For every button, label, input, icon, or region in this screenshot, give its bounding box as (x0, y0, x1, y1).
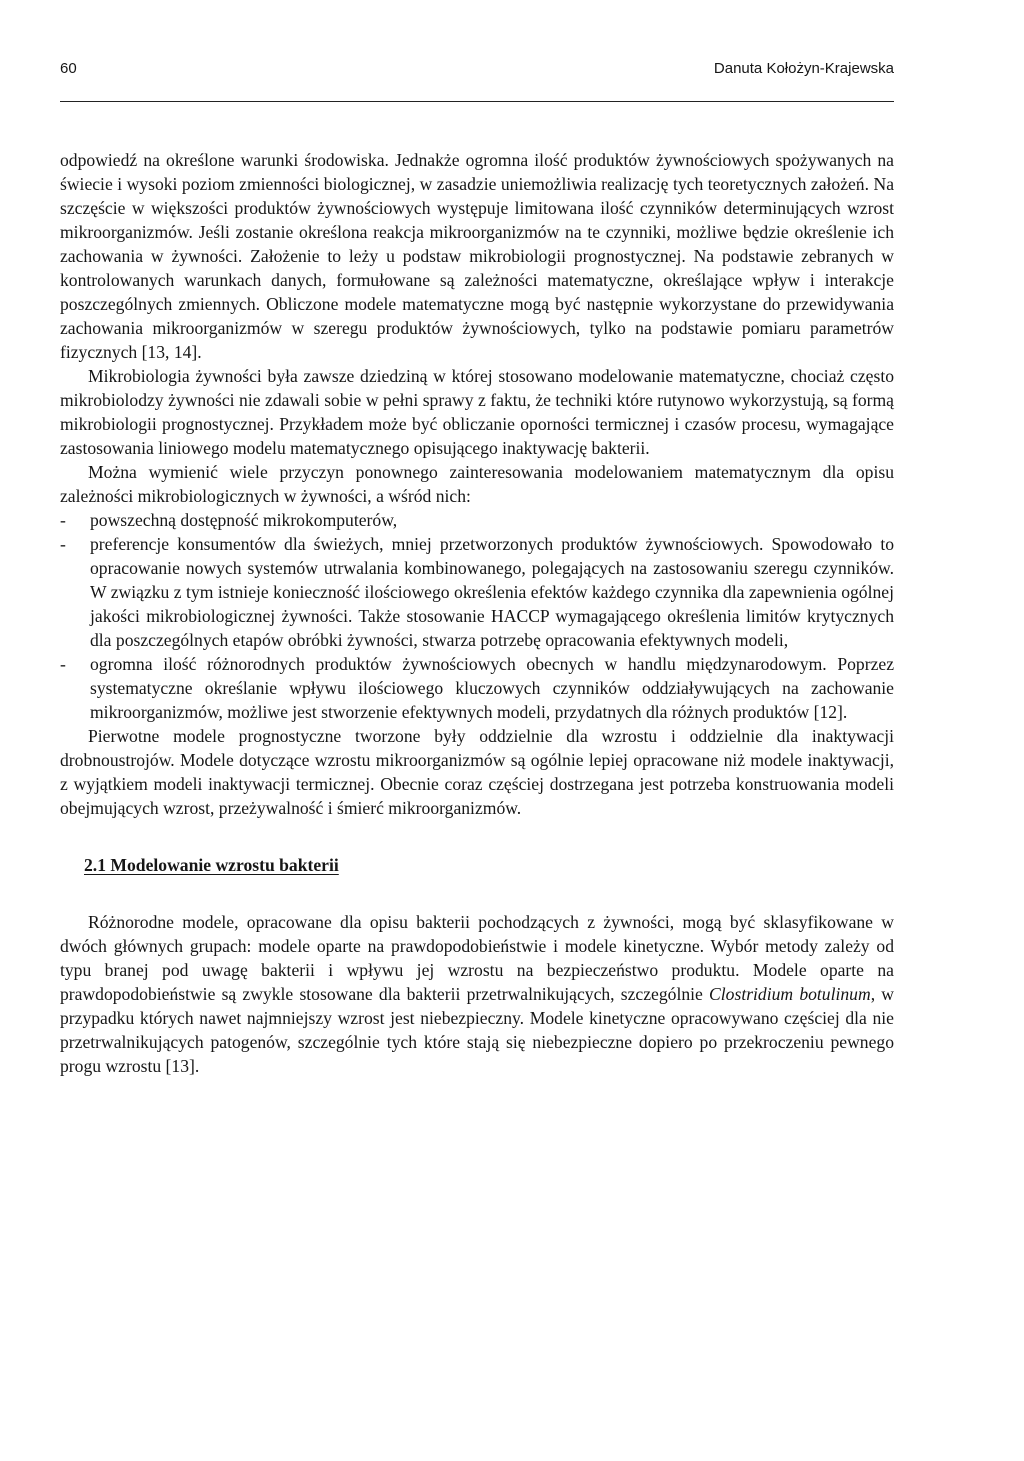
paragraph-text: , w przypadku których nawet najmniejszy wzrost jest niebezpieczny. Modele kinetyczne opracowywano częściej dla nie przetrwalnikujących patogenów, szczególnie tych które stają się niebezpieczne dopiero po przekroczeniu pewnego progu wzrostu [13]. (60, 984, 894, 1076)
paragraph: odpowiedź na określone warunki środowiska. Jednakże ogromna ilość produktów żywnościowych spożywanych na świecie i wysoki poziom zmienności biologicznej, w zasadzie uniemożliwia realizację tych teoretycznych założeń. Na szczęście w większości produktów żywnościowych występuje limitowana ilość czynników determinujących wzrost mikroorganizmów. Jeśli zostanie określona reakcja mikroorganizmów na te czynniki, możliwe będzie określenie ich zachowania w żywności. Założenie to leży u podstaw mikrobiologii prognostycznej. Na podstawie zebranych w kontrolowanych warunkach danych, formułowane są zależności matematyczne, określające wpływ i interakcje poszczególnych zmiennych. Obliczone modele matematyczne mogą być następnie wykorzystane do przewidywania zachowania mikroorganizmów w szeregu produktów żywnościowych, tylko na podstawie pomiaru parametrów fizycznych [13, 14]. (60, 150, 894, 362)
page-number: 60 (60, 60, 77, 77)
paragraph-text: Różnorodne modele, opracowane dla opisu bakterii pochodzących z żywności, mogą być sklasyfikowane w dwóch głównych grupach: modele oparte na prawdopodobieństwie i modele kinetyczne. Wybór metody zależy od typu branej pod uwagę bakterii i wpływu jej wzrostu na bezpieczeństwo produktu. Modele oparte na prawdopodobieństwie są zwykle stosowane dla bakterii przetrwalnikujących, szczególnie (60, 912, 894, 1004)
list-item: - ogromna ilość różnorodnych produktów żywnościowych obecnych w handlu międzynarodowym. Poprzez systematyczne określanie wpływu ilościowego kluczowych czynników oddziaływujących na zachowanie mikroorganizmów, możliwe jest stworzenie efektywnych modeli, przydatnych dla różnych produktów [12]. (60, 652, 894, 724)
paragraph (60, 910, 894, 1078)
running-head: Danuta Kołożyn-Krajewska (713, 60, 894, 77)
list-item: - preferencje konsumentów dla świeżych, mniej przetworzonych produktów żywnościowych. Spowodowało to opracowanie nowych systemów utrwalania kombinowanego, polegających na zastosowaniu szeregu czynników. W związku z tym istnieje konieczność ilościowego określenia efektów każdego czynnika dla zapewnienia ogólnej jakości mikrobiologicznej żywności. Także stosowanie HACCP wymagającego określenia limitów krytycznych dla poszczególnych etapów obróbki żywności, stwarza potrzebę opracowania efektywnych modeli, (60, 532, 894, 652)
body-text (60, 148, 894, 1078)
paragraph: Pierwotne modele prognostyczne tworzone były oddzielnie dla wzrostu i oddzielnie dla inaktywacji drobnoustrojów. Modele dotyczące wzrostu mikroorganizmów są ogólnie lepiej opracowane niż modele inaktywacji, z wyjątkiem modeli inaktywacji termicznej. Obecnie coraz częściej dostrzegana jest potrzeba konstruowania modeli obejmujących wzrost, przeżywalność i śmierć mikroorganizmów. (60, 726, 894, 818)
paragraph: Można wymienić wiele przyczyn ponownego zainteresowania modelowaniem matematycznym dla opisu zależności mikrobiologicznych w żywności, a wśród nich: (60, 462, 894, 506)
list-item: - powszechną dostępność mikrokomputerów, (60, 508, 894, 532)
page-header (60, 60, 894, 88)
species-name: Clostridium botulinum (709, 984, 871, 1004)
paragraph: Mikrobiologia żywności była zawsze dziedziną w której stosowano modelowanie matematyczne, chociaż często mikrobiolodzy żywności nie zdawali sobie w pełni sprawy z faktu, że techniki które rutynowo wykorzystują, są formą mikrobiologii prognostycznej. Przykładem może być obliczanie oporności termicznej i czasów procesu, wymagające zastosowania liniowego modelu matematycznego opisującego inaktywację bakterii. (60, 366, 894, 458)
header-rule (60, 101, 894, 102)
reasons-list (60, 508, 894, 724)
section-heading: 2.1 Modelowanie wzrostu bakterii (84, 855, 339, 875)
